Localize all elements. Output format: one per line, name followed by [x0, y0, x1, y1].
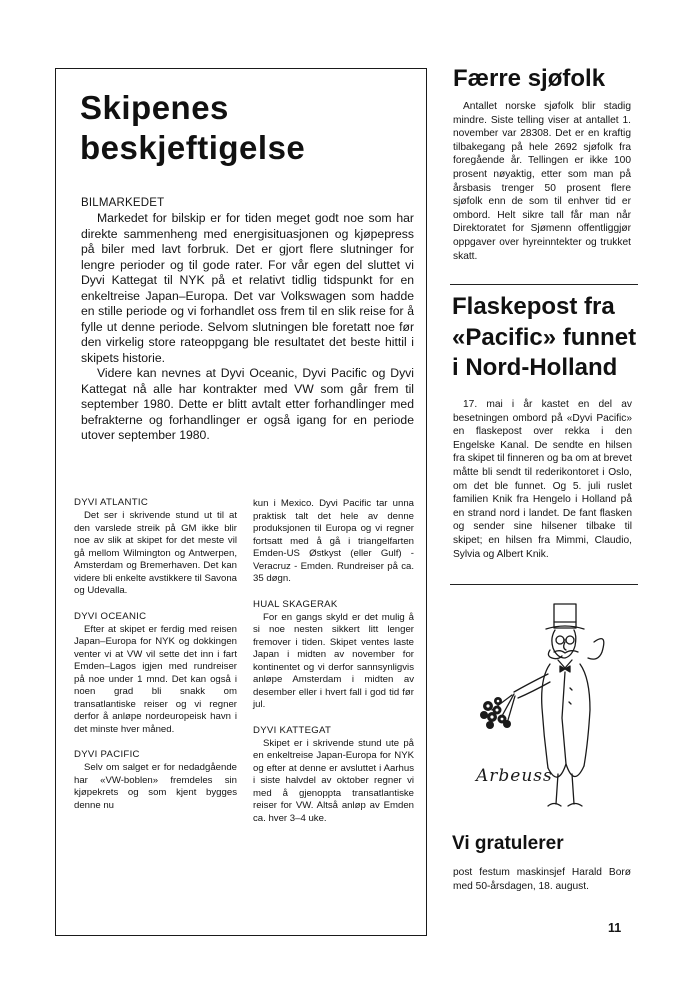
flaskepost-title-line-3: i Nord-Holland: [452, 354, 618, 381]
lead-body: [81, 211, 414, 444]
faerre-sjofolk-body: [453, 100, 631, 263]
lead-section: [81, 196, 414, 444]
flaskepost-title-line-2: «Pacific» funnet: [452, 323, 637, 351]
vi-gratulerer-body: [453, 866, 631, 893]
ship-paragraph: Det ser i skrivende stund ut til at den varslede streik på GM ikke blir noe av slik at skipet for det meste vil gå mellom Wilmington og Antwerpen, Amsterdam og Bremerhaven. Det kan videre bli enkelte avstikkere til Savona og Udevalla.: [74, 510, 237, 596]
ship-heading: HUAL SKAGERAK: [253, 598, 338, 610]
ship-heading: DYVI KATTEGAT: [253, 724, 332, 736]
headline-line-1: Skipenes: [80, 89, 229, 126]
vi-gratulerer-title: Vi gratulerer: [452, 833, 564, 854]
section-divider: [450, 284, 638, 285]
ship-paragraph: Selv om salget er for nedadgående har «VW-boblen» fremdeles sin kjøpekrets og som kjent bygges denne nu: [74, 762, 237, 811]
cartoon-illustration: [462, 598, 627, 818]
ship-paragraph-continued: kun i Mexico. Dyvi Pacific tar unna praktisk talt det hele av denne produksjonen til Europa og vi regner fortsatt med å gå i triangelfarten Emden-US Østkyst (eller Gulf) - Veracruz - Emden. Rundreiser på ca. 35 døgn.: [253, 498, 414, 584]
flaskepost-title-line-1: Flaskepost fra: [452, 293, 615, 320]
faerre-sjofolk-title: Færre sjøfolk: [453, 65, 606, 92]
flaskepost-body: [453, 398, 632, 561]
ship-paragraph: Skipet er i skrivende stund ute på en enkeltreise Japan-Europa for NYK og efter at denne er avsluttet i Aarhus i siste halvdel av oktober regner vi med å gjenoppta transatlantiske reiser for VW. Altså anløp av Emden ca. hver 3–4 uke.: [253, 737, 414, 824]
lead-paragraph: Markedet for bilskip er for tiden meget godt noe som har direkte sammenheng med energisituasjonen og kjøpepress på biler med lavt forbruk. Det er gjort flere slutninger for lengre perioder og til gode rater. For vår egen del sluttet vi Dyvi Kattegat til NYK på et relativt tidlig tidspunkt for en enkeltreise Japan–Europa. Det var Volkswagen som hadde en stille periode og vi forhandlet oss frem til en slik reise for å fylle ut denne periode. Selvom slutningen ble foretatt noe før den virkelig store rateoppgang ble resultatet det beste hittil i skipets historie.: [81, 211, 414, 365]
section-heading-bilmarkedet: BILMARKEDET: [81, 197, 165, 209]
article-column-1: [74, 496, 237, 812]
article-column-2: [253, 498, 414, 825]
page-number: 11: [608, 921, 622, 935]
vi-gratulerer-paragraph: post festum maskinsjef Harald Borø med 50-årsdagen, 18. august.: [453, 867, 631, 892]
article-headline: [80, 88, 420, 168]
ship-heading: DYVI OCEANIC: [74, 610, 147, 622]
headline-line-2: beskjeftigelse: [80, 129, 306, 166]
flaskepost-title: [452, 292, 636, 384]
ship-heading: DYVI PACIFIC: [74, 749, 140, 760]
faerre-sjofolk-paragraph: Antallet norske sjøfolk blir stadig mindre. Siste telling viser at antallet 1. november var 28308. Det er en kraftig tilbakegang på hele 2692 sjøfolk fra foregående år. Tellingen er ikke 100 prosent nøyaktig, etter som man på årsbasis trenger 50 prosent flere sjøfolk enn de som til enhver tid er ombord. Helt sikre tall får man når Direktoratet for Sjømenn offentliggjør oppgaver over hyreinntekter og trukket skatt.: [453, 101, 631, 262]
artist-signature: Arbeuss: [476, 766, 553, 786]
section-divider: [450, 584, 638, 585]
lead-paragraph: Videre kan nevnes at Dyvi Oceanic, Dyvi Pacific og Dyvi Kattegat nå alle har kontrakter med VW som går frem til september 1980. Dette er blitt avtalt etter forhandlinger med befrakterne og forhandlinger er også igang for en periode utover september 1980.: [81, 366, 414, 442]
ship-heading: DYVI ATLANTIC: [74, 497, 149, 508]
flaskepost-paragraph: 17. mai i år kastet en del av besetningen ombord på «Dyvi Pacific» en flaskepost over rekka i den Engelske Kanal. De sendte en hilsen fra skipet til finneren og ba om at brevet måtte bli sendt til rederikontoret i Oslo, om det ble funnet. Og 5. juli ruslet familien Knik fra Hengelo i Holland på en strand nord i landet. De fant flasken og sender sine hilsener tilbake til skipet; en hilsen fra Mimmi, Claudio, Sylvia og Albert Knik.: [453, 399, 632, 560]
ship-paragraph: For en gangs skyld er det mulig å si noe nesten sikkert litt lenger fremover i tiden. Skipet ventes laste Japan i midten av november for kontinentet og vi derfor sannsynligvis anløpe Amsterdam i midten av desember eller i hvert fall i god tid før jul.: [253, 611, 414, 710]
ship-paragraph: Efter at skipet er ferdig med reisen Japan–Europa for NYK og dokkingen venter vi at VW vil sette det inn i fart Emden–Lagos igjen med rundreiser på noe under 1 mnd. Det kan også i noen grad bli snakk om transatlantiske reiser og vi regner derfor å anløpe nordeuropeisk havn i det minste hver måned.: [74, 623, 237, 735]
